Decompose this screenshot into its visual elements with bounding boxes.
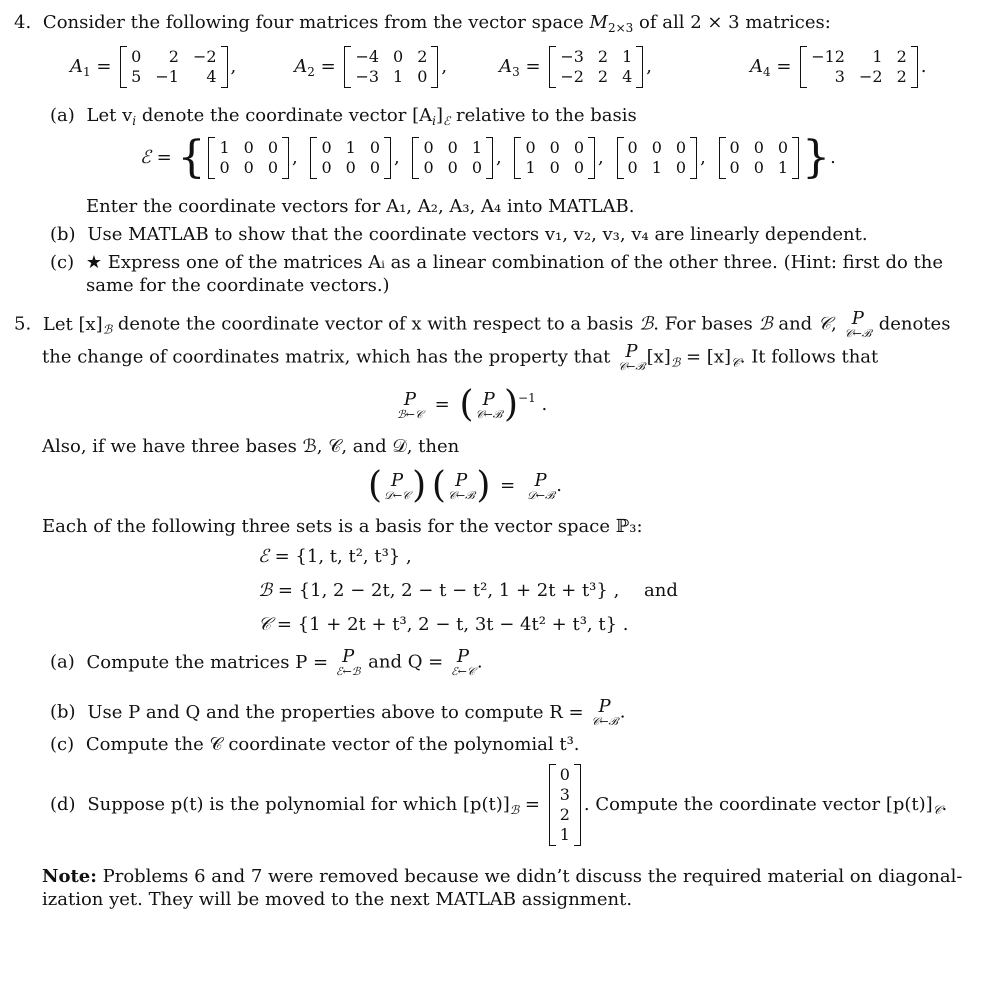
matrix-entry: 1 (622, 47, 633, 66)
part-text-4: relative to the basis (450, 105, 637, 126)
subscript-i: i (132, 114, 137, 128)
matrix-entry: 0 (675, 158, 687, 177)
matrix-entry: −1 (155, 67, 179, 86)
intro-text: Consider the following four matrices from the vector space (42, 12, 590, 33)
matrix-entry: 2 (896, 47, 907, 66)
part-4b (50, 224, 868, 246)
inverse-equation: P ℬ←𝒞 = ( P 𝒞←ℬ )$^{-1}$ . (397, 384, 548, 425)
part-label: (a) (50, 651, 75, 673)
matrix-entry: 1 (393, 67, 404, 86)
matrix-entry: −12 (811, 47, 845, 66)
part-text: Suppose p(t) is the polynomial for which [p(t)] (87, 794, 510, 815)
column-vector (549, 764, 581, 846)
set-B (258, 580, 678, 602)
matrix-entry: 3 (834, 67, 845, 86)
part-label: (c) (50, 252, 75, 273)
matrix-entry: 1 (219, 138, 230, 157)
matrix-body (120, 46, 227, 88)
matrix-name: A (750, 56, 764, 77)
part-label: (b) (50, 701, 76, 723)
punctuation: , (646, 56, 653, 77)
note-label: Note: (42, 866, 97, 887)
part-text-2: denote the coordinate vector [A (136, 105, 433, 126)
note-text: Problems 6 and 7 were removed because we didn’t discuss the required material on diagonal- (96, 866, 963, 887)
matrix-entry: 2 (597, 47, 609, 66)
part-text: Compute the 𝒞 coordinate vector of the polynomial t³. (85, 734, 580, 755)
basis-name: ℰ = (140, 147, 178, 168)
matrix-entry: 0 (525, 138, 536, 157)
matrix-name: A (70, 56, 83, 77)
matrix-entry: 0 (573, 158, 585, 177)
matrix-a3: $A_3$ = −3 2 1 −2 2 4 , (499, 47, 653, 86)
matrix-entry: 2 (168, 47, 179, 66)
set-tail: and (644, 580, 678, 601)
matrix-a4: $A_4$ = −12 1 2 3 −2 2 . (750, 47, 927, 86)
part-label: (b) (50, 224, 76, 245)
part-5b: (b) Use P and Q and the properties above to compute R = P 𝒞←ℬ . (50, 696, 626, 728)
problem-4-intro (14, 12, 831, 39)
matrix-entry: 3 (559, 785, 570, 804)
part-5c (50, 734, 580, 756)
text: = [x] (680, 346, 731, 368)
matrix-entry: 0 (447, 158, 458, 177)
part-text-3: ] (435, 105, 443, 126)
matrix-entry: −3 (560, 47, 584, 66)
matrix-entry: 2 (597, 67, 609, 86)
matrix-body (344, 46, 438, 88)
matrix-entry: 4 (622, 67, 633, 86)
basis-matrix (208, 137, 289, 179)
part-label: (c) (50, 734, 75, 755)
basis-row: ℰ = { 1 0 0 0 0 0 , 0 1 0 0 0 0 , 0 0 1 0 0 0 , 0 0 0 1 0 0 , 0 0 0 0 1 0 , 0 0 0 0 0 1 }. (140, 132, 836, 183)
part-text: ★ Express one of the matrices Aᵢ as a linear combination of the other three. (Hint: first do the (85, 252, 944, 273)
set-name: ℰ (258, 546, 269, 567)
matrix-a2: $A_2$ = −4 0 2 −3 1 0 , (294, 47, 448, 86)
matrix-entry: 0 (369, 138, 381, 157)
matrix-entry: 0 (627, 138, 638, 157)
part-text: Use P and Q and the properties above to compute R = (87, 701, 584, 723)
punctuation: . (920, 56, 927, 77)
punctuation: , (441, 56, 448, 77)
matrix-entry: 0 (447, 138, 458, 157)
matrix-subscript: 2 (307, 65, 315, 79)
part-label: (a) (50, 105, 75, 126)
change-matrix-CB: P 𝒞←ℬ (618, 341, 645, 373)
also-text: Also, if we have three bases ℬ, 𝒞, and 𝒟, then (42, 436, 460, 457)
basis-matrix (310, 137, 391, 179)
matrix-body (800, 46, 918, 88)
matrix-entry: 0 (393, 47, 404, 66)
matrix-entry: 0 (423, 138, 434, 157)
basis-matrix (719, 137, 800, 179)
matrix-entry: 0 (729, 138, 740, 157)
each-text: Each of the following three sets is a basis for the vector space ℙ₃: (42, 516, 643, 537)
matrix-entry: 2 (417, 47, 428, 66)
matrix-entry: 1 (345, 138, 356, 157)
matrix-entry: 0 (369, 158, 381, 177)
matrix-entry: 0 (777, 138, 789, 157)
matrix-entry: −2 (192, 47, 217, 66)
text: and (772, 313, 818, 335)
matrix-entry: 0 (243, 158, 254, 177)
part-text: . Compute the coordinate vector [p(t)] (583, 794, 933, 815)
set-name: 𝒞 (258, 614, 272, 635)
matrix-entry: 0 (729, 158, 740, 177)
basis-matrix (514, 137, 595, 179)
part-4a (50, 105, 637, 132)
matrix-subscript: 1 (83, 65, 91, 79)
subscript-i2: i (432, 114, 436, 128)
matrix-entry: 0 (417, 67, 428, 86)
coordinate-vector-B (546, 764, 584, 846)
matrix-entry: 0 (753, 138, 764, 157)
space-name: M (589, 12, 608, 33)
part-text: Let v (86, 105, 133, 126)
note-line1 (42, 866, 963, 888)
set-body: = {1, t, t², t³} , (268, 546, 412, 567)
matrix-entry: 2 (559, 805, 570, 824)
set-E (258, 546, 412, 568)
problem-number: 4. (14, 12, 32, 33)
matrix-entry: −2 (560, 67, 584, 86)
text: the change of coordinates matrix, which has the property that (42, 346, 611, 368)
text: [x] (646, 346, 671, 368)
matrix-subscript: 3 (512, 65, 520, 79)
matrix-entry: 0 (549, 158, 560, 177)
set-name: ℬ (258, 580, 273, 601)
punctuation: , (230, 56, 237, 77)
matrix-entry: −4 (355, 47, 380, 66)
composition-equation: ( P 𝒟←𝒞 ) ( P 𝒞←ℬ ) = P 𝒟←ℬ . (368, 465, 562, 506)
part-text: . (941, 794, 948, 815)
part-text: and Q = (368, 651, 444, 673)
matrix-entry: 0 (573, 138, 585, 157)
matrix-entry: 0 (243, 138, 254, 157)
text: . For bases (653, 313, 759, 335)
matrix-entry: 0 (559, 765, 570, 784)
change-matrix-CB: P 𝒞←ℬ (844, 308, 871, 340)
matrix-entry: 1 (559, 825, 570, 844)
matrix-entry: 0 (471, 158, 483, 177)
matrix-entry: 0 (267, 158, 278, 177)
part-text: Compute the matrices P = (86, 651, 329, 673)
matrix-entry: 1 (525, 158, 536, 177)
problem-number: 5. (14, 313, 32, 335)
basis-matrix (412, 137, 493, 179)
part-text: = (519, 794, 540, 815)
open-brace: { (177, 132, 206, 183)
matrix-entry: 1 (651, 158, 662, 177)
matrix-entry: 1 (471, 138, 483, 157)
matrix-entry: 5 (131, 67, 142, 86)
problem-5-line2: the change of coordinates matrix, which has the property that P 𝒞←ℬ $[x]_ℬ = [x]_𝒞$. It follows that (42, 341, 879, 373)
matrix-entry: 0 (423, 158, 434, 177)
matrix-entry: 0 (321, 158, 332, 177)
set-body: = {1, 2 − 2t, 2 − t − t², 1 + 2t + t³} , (272, 580, 620, 601)
part-label: (d) (50, 794, 76, 815)
set-C (258, 614, 629, 636)
matrix-entry: 0 (753, 158, 764, 177)
space-subscript: 2×3 (607, 21, 634, 35)
text: . It follows that (739, 346, 879, 368)
matrix-entry: 0 (219, 158, 230, 177)
matrix-entry: 0 (321, 138, 332, 157)
matrix-entry: −2 (858, 67, 883, 86)
intro-text-end: of all 2 × 3 matrices: (633, 12, 831, 33)
matrix-name: A (499, 56, 513, 77)
problem-5-line1: 5. Let $[x]_ℬ$ denote the coordinate vector of x with respect to a basis ℬ. For bases ℬ and 𝒞, P 𝒞←ℬ denotes (14, 308, 951, 340)
matrix-entry: 1 (777, 158, 789, 177)
matrix-entry: 1 (872, 47, 883, 66)
part-4c-line2: same for the coordinate vectors.) (86, 275, 390, 296)
matrix-entry: 0 (131, 47, 142, 66)
matrix-entry: 0 (345, 158, 356, 177)
basis-matrix (617, 137, 698, 179)
text: Let [x] (42, 313, 103, 335)
note-line2: ization yet. They will be moved to the next MATLAB assignment. (42, 889, 633, 910)
part-5a: (a) Compute the matrices P = P ℰ←ℬ and Q = P ℰ←𝒞 . (50, 646, 483, 678)
enter-text: Enter the coordinate vectors for A₁, A₂, A₃, A₄ into MATLAB. (86, 196, 635, 217)
text: denotes (873, 313, 951, 335)
close-brace: } (802, 132, 831, 183)
matrix-entry: 4 (206, 67, 217, 86)
part-5d: (d) Suppose p(t) is the polynomial for which $[p(t)]_ℬ$ = 0 3 2 1 . Compute the coordinate vector $[p(t)]_𝒞$. (50, 765, 948, 844)
matrix-entry: −3 (355, 67, 380, 86)
text: denote the coordinate vector of x with respect to a basis (112, 313, 640, 335)
matrix-entry: 0 (627, 158, 638, 177)
matrix-name: A (294, 56, 308, 77)
part-text: Use MATLAB to show that the coordinate vectors v₁, v₂, v₃, v₄ are linearly dependent. (87, 224, 868, 245)
matrix-entry: 0 (267, 138, 278, 157)
subscript-E: ℰ (443, 114, 451, 128)
matrix-a1: $A_1$ = 0 2 −2 5 −1 4 , (70, 47, 237, 86)
matrix-subscript: 4 (763, 65, 771, 79)
matrix-entry: 0 (675, 138, 687, 157)
matrix-entry: 0 (549, 138, 560, 157)
matrix-entry: 0 (651, 138, 662, 157)
part-4c-line1 (50, 252, 943, 274)
matrices-row (70, 44, 926, 95)
matrix-body (549, 46, 643, 88)
set-body: = {1 + 2t + t³, 2 − t, 3t − 4t² + t³, t} . (271, 614, 629, 635)
text: , (831, 313, 837, 335)
matrix-entry: 2 (896, 67, 907, 86)
